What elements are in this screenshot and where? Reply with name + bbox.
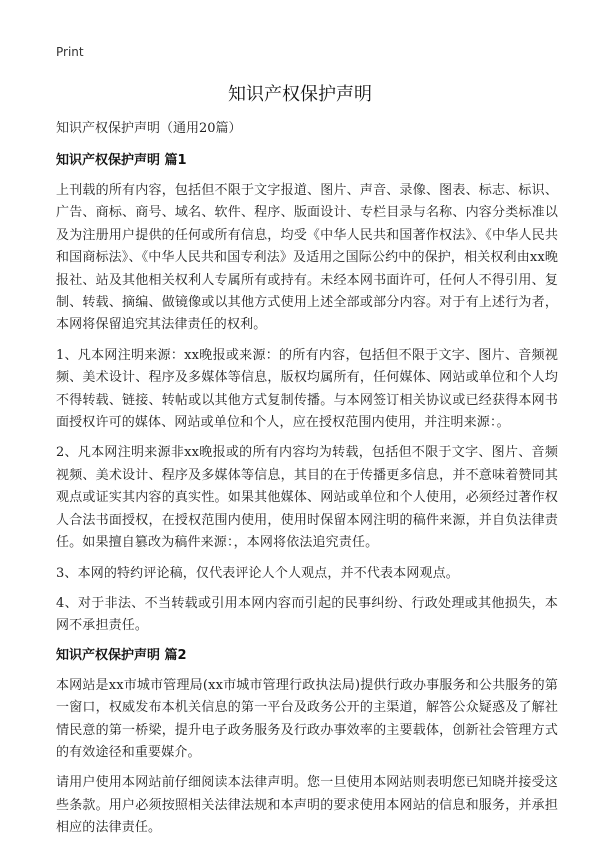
paragraph: 上刊载的所有内容，包括但不限于文字报道、图片、声音、录像、图表、标志、标识、广告、商标、商号、域名、软件、程序、版面设计、专栏目录与名称、内容分类标准以及为注册用户提供的任何或所有信息，均受《中华人民共和国著作权法》、《中华人民共和国商标法》、《中华人民共和国专利法》及适用之国际公约中的保护，相关权利由xx晚报社、站及其他相关权利人专属所有或持有。未经本网书面许可，任何人不得引用、复制、转载、摘编、做镜像或以其他方式使用上述全部或部分内容。对于有上述行为者，本网将保留追究其法律责任的权利。 [56,183,558,333]
page-title: 知识产权保护声明 [228,84,372,105]
print-link[interactable]: Print [56,45,84,59]
section-heading: 知识产权保护声明 篇2 [56,647,187,663]
section-heading: 知识产权保护声明 篇1 [56,153,187,168]
paragraph: 请用户使用本网站前仔细阅读本法律声明。您一旦使用本网站则表明您已知晓并接受这些条款。用户必须按照相关法律法规和本声明的要求使用本网站的信息和服务，并承担相应的法律责任。 [56,775,558,836]
document-subtitle: 知识产权保护声明（通用20篇） [56,121,242,136]
paragraph: 1、凡本网注明来源：xx晚报或来源：的所有内容，包括但不限于文字、图片、音频视频、美术设计、程序及多媒体等信息，版权均属所有，任何媒体、网站或单位和个人均不得转载、链接、转帖或以其他方式复制传播。与本网签订相关协议或已经获得本网书面授权许可的媒体、网站或单位和个人，应在授权范围内使用，并注明来源：。 [56,347,558,431]
paragraph: 3、本网的特约评论稿，仅代表评论人个人观点，并不代表本网观点。 [56,565,459,581]
document-body [56,119,558,848]
paragraph: 本网站是xx市城市管理局(xx市城市管理行政执法局)提供行政办事服务和公共服务的第一窗口，权威发布本机关信息的第一平台及政务公开的主渠道，解答公众疑惑及了解社情民意的第一桥梁，提升电子政务服务及行政办事效率的主要载体，创新社会管理方式的有效途径和重要媒介。 [56,677,558,760]
paragraph: 2、凡本网注明来源非xx晚报或的所有内容均为转载，包括但不限于文字、图片、音频视频、美术设计、程序及多媒体等信息，其目的在于传播更多信息，并不意味着赞同其观点或证实其内容的真实性。如果其他媒体、网站或单位和个人使用，必须经过著作权人合法书面授权，在授权范围内使用，使用时保留本网注明的稿件来源，并自负法律责任。如果擅自篡改为稿件来源：，本网将依法追究责任。 [56,445,558,551]
section-1 [56,151,558,638]
paragraph: 4、对于非法、不当转载或引用本网内容而引起的民事纠纷、行政处理或其他损失，本网不承担责任。 [56,595,558,634]
section-2 [56,646,558,840]
